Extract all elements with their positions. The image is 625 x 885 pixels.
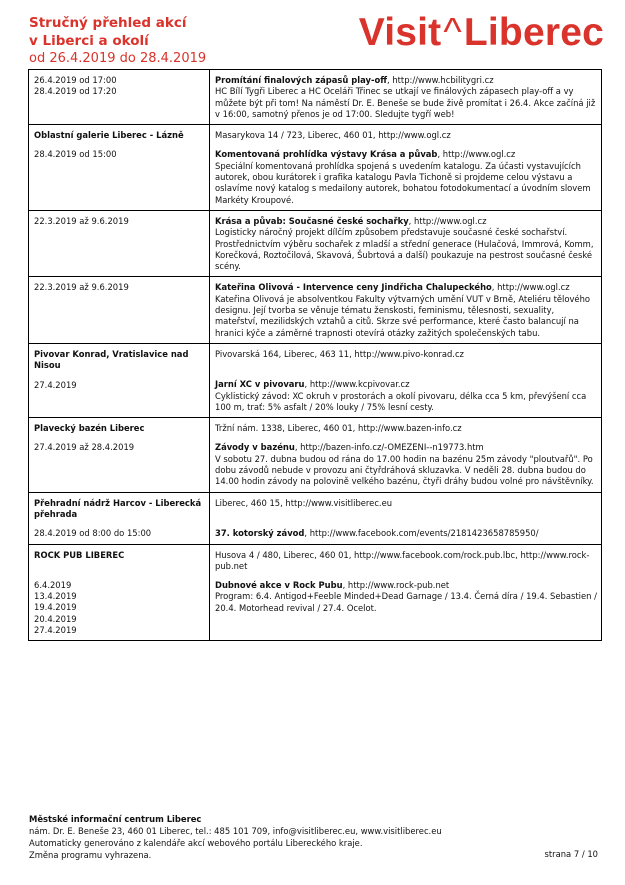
event-detail <box>210 277 602 343</box>
event-date: 13.4.2019 <box>34 591 77 602</box>
event-date: 26.4.2019 od 17:00 <box>34 75 117 85</box>
venue-name: Plavecký bazén Liberec <box>34 423 145 434</box>
event-dates <box>29 277 210 343</box>
page-footer <box>29 813 599 861</box>
event-row <box>29 492 602 544</box>
footer-address: nám. Dr. E. Beneše 23, 460 01 Liberec, tel.: 485 101 709, info@visitliberec.eu, www.visitliberec.eu <box>29 826 442 836</box>
page-title <box>29 14 289 50</box>
event-row <box>29 418 602 492</box>
venue-address: Masarykova 14 / 723, Liberec, 460 01, http://www.ogl.cz <box>215 130 451 141</box>
venue-name: Oblastní galerie Liberec - Lázně <box>34 130 184 141</box>
venue-name: Pivovar Konrad, Vratislavice nad Nisou <box>34 348 189 371</box>
event-row <box>29 343 602 417</box>
event-link[interactable]: , http://www.rock-pub.net <box>342 580 450 591</box>
event-dates <box>29 125 210 211</box>
event-date: 28.4.2019 od 15:00 <box>34 149 117 160</box>
event-row <box>29 277 602 343</box>
event-date: 27.4.2019 <box>34 624 77 635</box>
venue-name: ROCK PUB LIBEREC <box>34 549 125 560</box>
event-dates <box>29 492 210 544</box>
venue-name: Přehradní nádrž Harcov - Liberecká přehrada <box>34 497 202 519</box>
event-date: 20.4.2019 <box>34 613 77 624</box>
venue-address: Liberec, 460 15, http://www.visitliberec.eu <box>215 497 393 508</box>
events-table <box>28 69 602 641</box>
event-row <box>29 210 602 276</box>
event-dates <box>29 343 210 417</box>
event-link[interactable]: , http://www.kcpivovar.cz <box>304 379 410 390</box>
page-number: strana 7 / 10 <box>544 849 598 859</box>
event-row <box>29 70 602 125</box>
event-date: 19.4.2019 <box>34 602 77 613</box>
event-description: Cyklistický závod: XC okruh v prostorách a okolí pivovaru, délka cca 5 km, převýšení cca 100 m, trať: 5% asfalt / 20% louky / 75% lesní cesty. <box>215 390 587 412</box>
title-line-1: Stručný přehled akcí <box>29 15 187 31</box>
logo-word-liberec: Liberec <box>463 11 604 54</box>
event-description: V sobotu 27. dubna budou od rána do 17.00 hodin na bazénu 25m závody "ploutvařů". Po dobu závodů nebude v provozu ani čtyřdráhová skluzavka. V neděli 28. dubna budou do 14.00 hodin závody na polovině velkého bazénu, čtyři dráhy budou volné pro návštěvníky. <box>215 453 594 487</box>
event-description: Program: 6.4. Antigod+Feeble Minded+Dead Garnage / 13.4. Černá díra / 19.4. Sebastien / 20.4. Motorhead revival / 27.4. Ocelot. <box>215 591 597 613</box>
event-date: 28.4.2019 od 17:20 <box>34 86 117 97</box>
title-line-2: v Liberci a okolí <box>29 33 149 49</box>
event-description: HC Bílí Tygři Liberec a HC Oceláři Třinec se utkají ve finálových zápasech play-off a vy můžete být při tom! Na náměstí Dr. E. Beneše se bude živě promítat i 26.4. Akce začíná již v 16:00, samotný přenos je od 17:00. Sledujte tygří web! <box>215 86 596 119</box>
footer-org: Městské informační centrum Liberec <box>29 814 202 824</box>
event-dates <box>29 544 210 641</box>
venue-address: Husova 4 / 480, Liberec, 460 01, http://www.facebook.com/rock.pub.lbc, http://www.rock-pub.net <box>215 549 590 571</box>
event-date: 22.3.2019 až 9.6.2019 <box>34 282 129 293</box>
event-title: Jarní XC v pivovaru <box>215 379 305 390</box>
event-dates <box>29 418 210 492</box>
event-detail <box>210 418 602 492</box>
venue-address: Pivovarská 164, Liberec, 463 11, http://www.pivo-konrad.cz <box>215 348 464 359</box>
logo-word-visit: Visit <box>358 11 442 54</box>
event-link[interactable]: , http://www.facebook.com/events/2181423658785950/ <box>304 527 539 538</box>
event-date: 28.4.2019 od 8:00 do 15:00 <box>34 528 152 539</box>
event-date: 27.4.2019 až 28.4.2019 <box>34 442 135 453</box>
event-dates <box>29 210 210 276</box>
event-title: Kateřina Olivová - Intervence ceny Jindřicha Chalupeckého <box>215 282 492 293</box>
event-link[interactable]: , http://www.ogl.cz <box>437 149 516 160</box>
event-link[interactable]: , http://www.ogl.cz <box>491 282 570 293</box>
venue-address: Tržní nám. 1338, Liberec, 460 01, http://www.bazen-info.cz <box>215 423 462 434</box>
event-date: 27.4.2019 <box>34 379 77 390</box>
event-detail <box>210 492 602 544</box>
event-link[interactable]: , http://www.ogl.cz <box>408 215 487 226</box>
footer-note-changes: Změna programu vyhrazena. <box>29 850 152 860</box>
event-date: 6.4.2019 <box>34 579 72 590</box>
event-description: Logisticky náročný projekt dílčím způsobem představuje současné české sochařství. Prostřednictvím výběru sochařek z mladší a střední generace (Hulačová, Immrová, Komm, Korečková, Roztočilová, Skavová, Šubrtová a další) poukazuje na pestrost současné české scény. <box>215 227 594 272</box>
visit-liberec-logo <box>359 10 604 56</box>
date-range: od 26.4.2019 do 28.4.2019 <box>29 51 207 66</box>
event-row <box>29 544 602 641</box>
logo-caret: ^ <box>443 11 462 54</box>
event-description: Kateřina Olivová je absolventkou Fakulty výtvarných umění VUT v Brně, Ateliéru tělového designu. Její tvorba se věnuje tématu ženskosti, feminismu, tělesnosti, sexuality, mateřství, mezilidských vztahů a citů. Skrze své performance, které často balancují na hranici kýče a záměrné trapnosti otevírá otázky zažitých společenských tabu. <box>215 293 591 338</box>
footer-note-generated: Automaticky generováno z kalendáře akcí webového portálu Libereckého kraje. <box>29 838 363 848</box>
event-title: Krása a půvab: Současné české sochařky <box>215 215 409 226</box>
event-title: Závody v bazénu <box>215 442 295 453</box>
event-date: 22.3.2019 až 9.6.2019 <box>34 215 129 226</box>
event-dates <box>29 70 210 125</box>
event-row <box>29 125 602 211</box>
event-description: Speciální komentovaná prohlídka spojená s uvedením katalogu. Za účasti vystavujících autorek, obou kurátorek i grafika katalogu Pavla Tichoně si projdeme celou výstavu a oslavíme nový katalog s medailony autorek, bohatou fotodokumentací a úvodním slovem Markéty Kroupové. <box>215 160 591 205</box>
event-title: Komentovaná prohlídka výstavy Krása a půvab <box>215 149 438 160</box>
event-detail <box>210 125 602 211</box>
event-title: 37. kotorský závod <box>215 527 305 538</box>
event-detail <box>210 210 602 276</box>
event-title: Promítání finalových zápasů play-off <box>215 75 387 85</box>
event-detail <box>210 343 602 417</box>
event-detail <box>210 70 602 125</box>
event-title: Dubnové akce v Rock Pubu <box>215 580 343 591</box>
event-link[interactable]: , http://www.hcbilitygri.cz <box>387 75 494 85</box>
event-detail <box>210 544 602 641</box>
event-link[interactable]: , http://bazen-info.cz/-OMEZENI--n19773.htm <box>294 442 484 453</box>
